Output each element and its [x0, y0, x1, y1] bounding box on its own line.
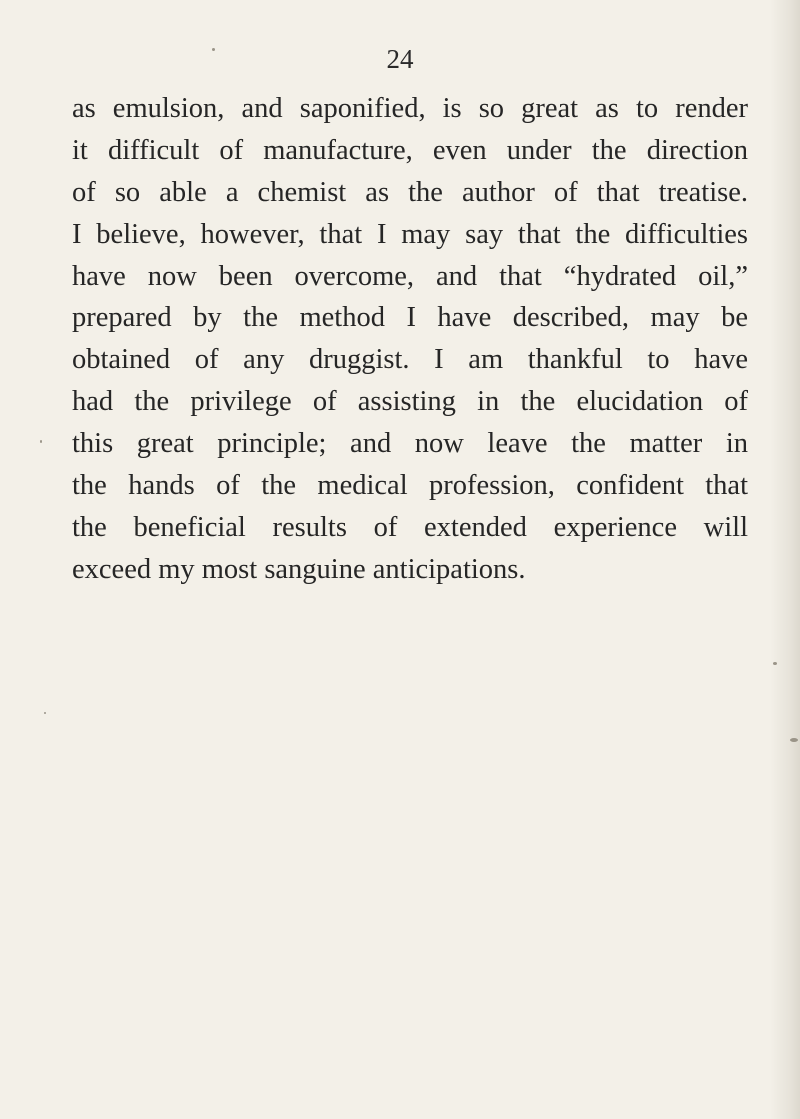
text-line: the hands of the medical profession, confident that — [72, 470, 748, 502]
text-line: the beneficial results of extended experience will — [72, 511, 748, 543]
paper-speck — [212, 48, 215, 51]
paper-speck — [44, 712, 46, 714]
text-line: obtained of any druggist. I am thankful to have — [72, 344, 748, 376]
text-line: I believe, however, that I may say that the difficulties — [72, 218, 748, 250]
text-line: prepared by the method I have described, may be — [72, 302, 748, 334]
body-paragraph — [72, 88, 748, 591]
text-line: it difficult of manufacture, even under the direction — [72, 134, 748, 166]
page-number: 24 — [386, 44, 414, 74]
paper-speck — [790, 738, 798, 742]
paper-speck — [40, 440, 42, 443]
text-line: as emulsion, and saponified, is so great as to render — [72, 93, 748, 124]
paper-speck — [773, 662, 777, 665]
text-line: have now been overcome, and that “hydrated oil,” — [72, 260, 748, 292]
text-line: exceed my most sanguine anticipations. — [72, 553, 526, 585]
text-line: had the privilege of assisting in the elucidation of — [72, 386, 748, 418]
text-line: of so able a chemist as the author of that treatise. — [72, 176, 748, 208]
text-line: this great principle; and now leave the matter in — [72, 428, 748, 460]
